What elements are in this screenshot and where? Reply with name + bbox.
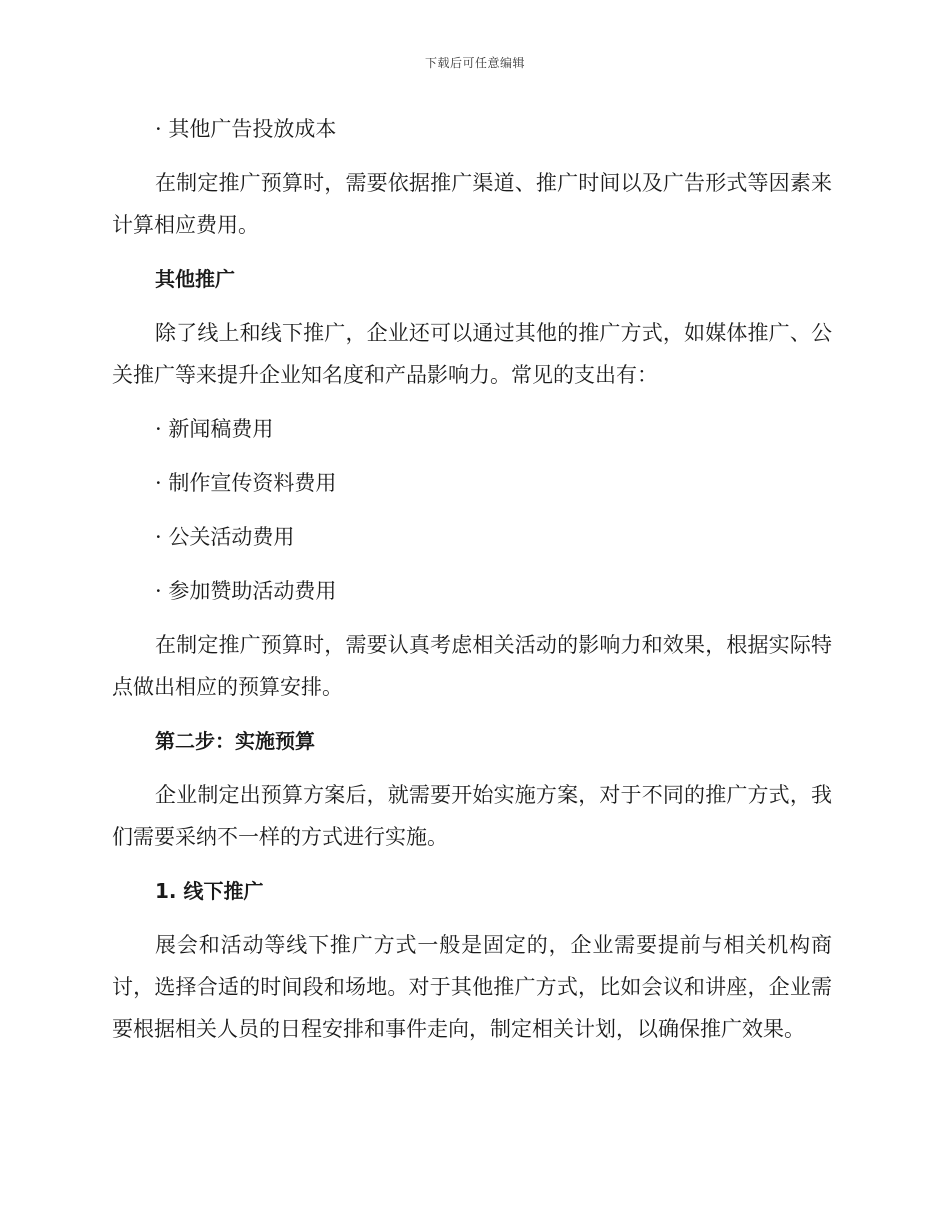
heading-other-promotion: 其他推广 [155, 267, 235, 291]
bullet-sponsorship: · 参加赞助活动费用 [155, 579, 337, 603]
heading-offline-promotion: 1. 线下推广 [155, 879, 264, 903]
paragraph-implement-plan: 企业制定出预算方案后，就需要开始实施方案，对于不同的推广方式，我们需要采纳不一样的方式进行实施。 [112, 783, 832, 849]
bullet-other-ad-cost: · 其他广告投放成本 [155, 117, 337, 141]
paragraph-other-promotion: 除了线上和线下推广，企业还可以通过其他的推广方式，如媒体推广、公关推广等来提升企业知名度和产品影响力。常见的支出有： [112, 321, 832, 387]
bullet-press-release: · 新闻稿费用 [155, 417, 274, 441]
bullet-pr-events: · 公关活动费用 [155, 525, 295, 549]
paragraph-budget-channels: 在制定推广预算时，需要依据推广渠道、推广时间以及广告形式等因素来计算相应费用。 [112, 171, 832, 237]
page-header: 下载后可任意编辑 [424, 56, 525, 70]
heading-step-two: 第二步：实施预算 [155, 729, 315, 753]
paragraph-offline-promotion: 展会和活动等线下推广方式一般是固定的，企业需要提前与相关机构商讨，选择合适的时间段和场地。对于其他推广方式，比如会议和讲座，企业需要根据相关人员的日程安排和事件走向，制定相关计划，以确保推广效果。 [112, 933, 832, 1041]
paragraph-budget-influence: 在制定推广预算时，需要认真考虑相关活动的影响力和效果，根据实际特点做出相应的预算安排。 [112, 633, 832, 699]
document-body [112, 108, 832, 1062]
bullet-promo-materials: · 制作宣传资料费用 [155, 471, 337, 495]
